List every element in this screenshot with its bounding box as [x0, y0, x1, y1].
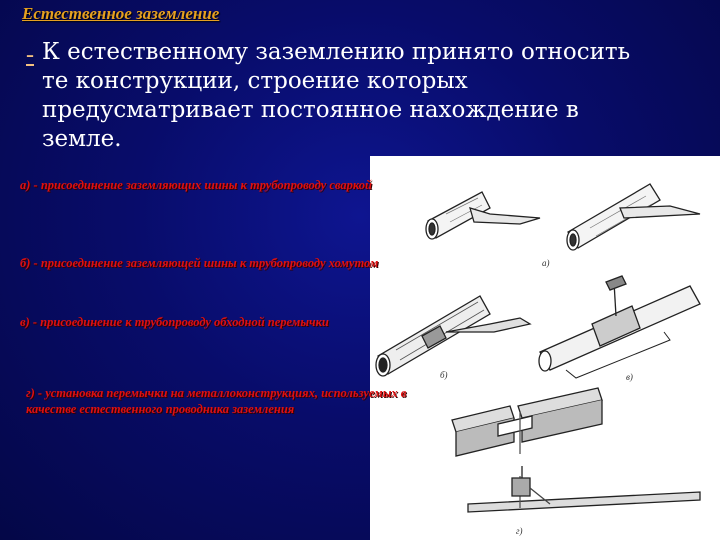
- grounding-illustration: [370, 156, 720, 540]
- caption-g: г) - установка перемычки на металлоконструкциях, используемых в качестве естественного проводника заземления: [26, 386, 407, 416]
- beam-flange-jumper-drawing: [468, 466, 700, 512]
- figure-label-a: а): [542, 258, 550, 268]
- pipe-clamp-drawing: [376, 296, 530, 376]
- bullet-marker: -: [26, 42, 34, 68]
- caption-b: б) - присоединение заземляющей шины к трубопроводу хомутом: [20, 256, 379, 270]
- caption-a: а) - присоединение заземляющих шины к трубопроводу сваркой: [20, 178, 372, 192]
- pipe-weld-drawing-right: [567, 184, 700, 250]
- figure-label-v: в): [626, 372, 633, 382]
- figure-label-b: б): [440, 370, 448, 380]
- pipe-bypass-jumper-drawing: [539, 276, 700, 378]
- figure-label-g: г): [516, 526, 523, 536]
- main-paragraph: К естественному заземлению принято относить те конструкции, строение которых предусматривает постоянное нахождение в земле.: [42, 39, 631, 152]
- grounding-drawings: [370, 156, 720, 540]
- slide-title: Естественное заземление: [22, 4, 220, 23]
- pipe-weld-drawing-left: [426, 192, 540, 239]
- caption-v: в) - присоединение к трубопроводу обходной перемычки: [20, 315, 329, 329]
- steel-structure-jumper-drawing: [452, 388, 602, 456]
